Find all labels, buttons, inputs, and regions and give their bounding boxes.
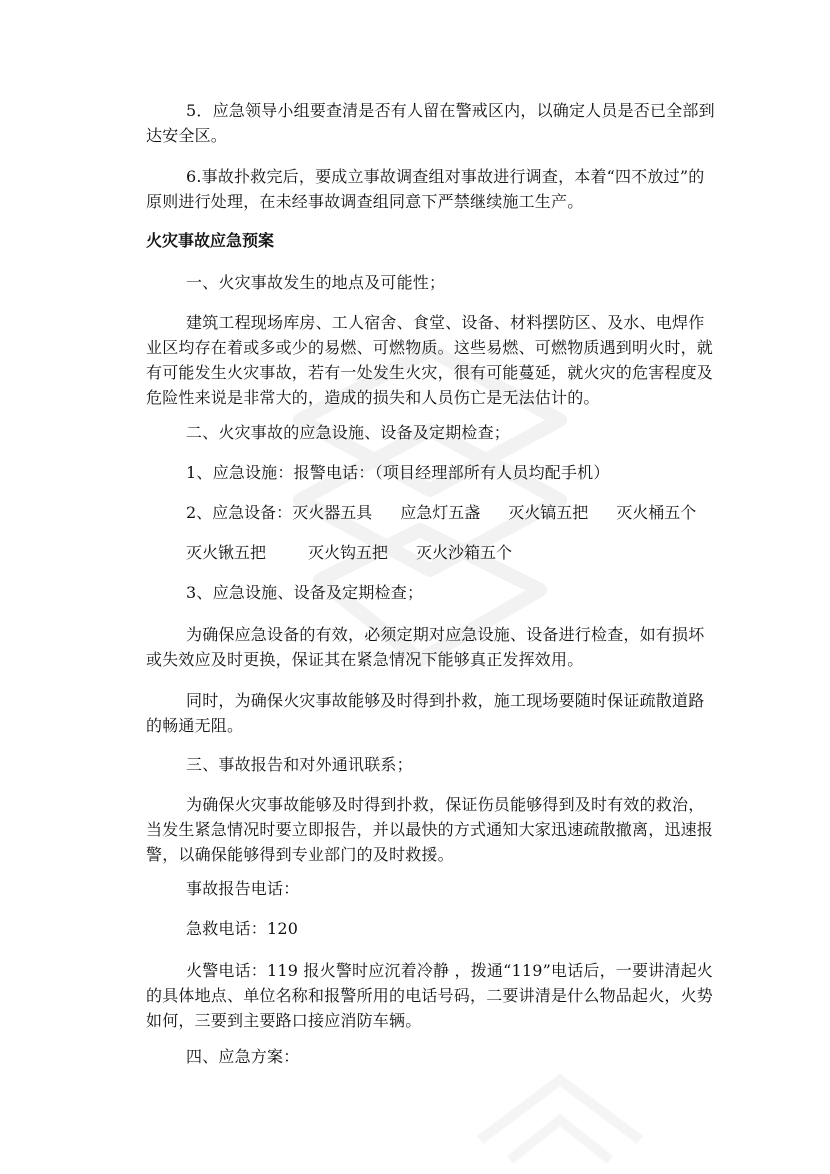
section-1-body: 建筑工程现场库房、工人宿舍、食堂、设备、材料摆防区、及水、电焊作业区均存在着或多或少的易燃、可燃物质。这些易燃、可燃物质遇到明火时，就有可能发生火灾事故，若有一处发生火灾，很有可能蔓延，就火灾的危害程度及危险性来说是非常大的，造成的损失和人员伤亡是无法估计的。 [146, 313, 714, 407]
section-4-title: 四、应急方案： [186, 1047, 300, 1066]
paragraph-item-6: 6.事故扑救完后，要成立事故调查组对事故进行调查，本着“四不放过”的原则进行处理，在未经事故调查组同意下严禁继续施工生产。 [146, 167, 705, 211]
emergency-phone: 急救电话：120 [186, 919, 299, 938]
report-phone-label: 事故报告电话： [186, 879, 300, 898]
inspection-body-2: 同时，为确保火灾事故能够及时得到扑救，施工现场要随时保证疏散道路的畅通无阻。 [146, 691, 705, 735]
equipment-item: 灭火锹五把 [186, 543, 267, 562]
item-emergency-facilities: 1、应急设施：报警电话：（项目经理部所有人员均配手机） [186, 463, 610, 482]
watermark-mark-icon [470, 1060, 650, 1170]
inspection-body-1: 为确保应急设备的有效，必须定期对应急设施、设备进行检查，如有损坏或失效应及时更换，保证其在紧急情况下能够真正发挥效用。 [146, 625, 705, 669]
section-1-title: 一、火灾事故发生的地点及可能性； [186, 273, 446, 292]
equipment-item: 应急灯五盏 [400, 503, 481, 522]
equipment-item: 灭火沙箱五个 [416, 543, 513, 562]
section-3-title: 三、事故报告和对外通讯联系； [186, 755, 413, 774]
equipment-row-1 [186, 500, 696, 525]
equipment-row-2 [186, 540, 512, 565]
fire-phone-instructions: 火警电话：119 报火警时应沉着冷静 ，拨通“119”电话后，一要讲清起火的具体地点、单位名称和报警所用的电话号码，二要讲清是什么物品起火，火势如何，三要到主要路口接应消防车辆。 [146, 961, 714, 1030]
paragraph-item-5: 5．应急领导小组要查清是否有人留在警戒区内，以确定人员是否已全部到达安全区。 [146, 101, 715, 145]
equipment-item: 灭火镐五把 [508, 503, 589, 522]
equipment-label: 2、应急设备： [186, 503, 293, 522]
equipment-item: 灭火桶五个 [616, 503, 697, 522]
item-inspection-title: 3、应急设施、设备及定期检查； [186, 583, 424, 602]
equipment-item: 灭火钩五把 [308, 543, 389, 562]
section-heading-fire-plan: 火灾事故应急预案 [146, 231, 275, 250]
equipment-item: 灭火器五具 [292, 503, 373, 522]
section-3-body: 为确保火灾事故能够及时得到扑救，保证伤员能够得到及时有效的救治，当发生紧急情况时要立即报告，并以最快的方式通知大家迅速疏散撤离，迅速报警，以确保能够得到专业部门的及时救援。 [146, 795, 714, 864]
section-2-title: 二、火灾事故的应急设施、设备及定期检查； [186, 423, 511, 442]
